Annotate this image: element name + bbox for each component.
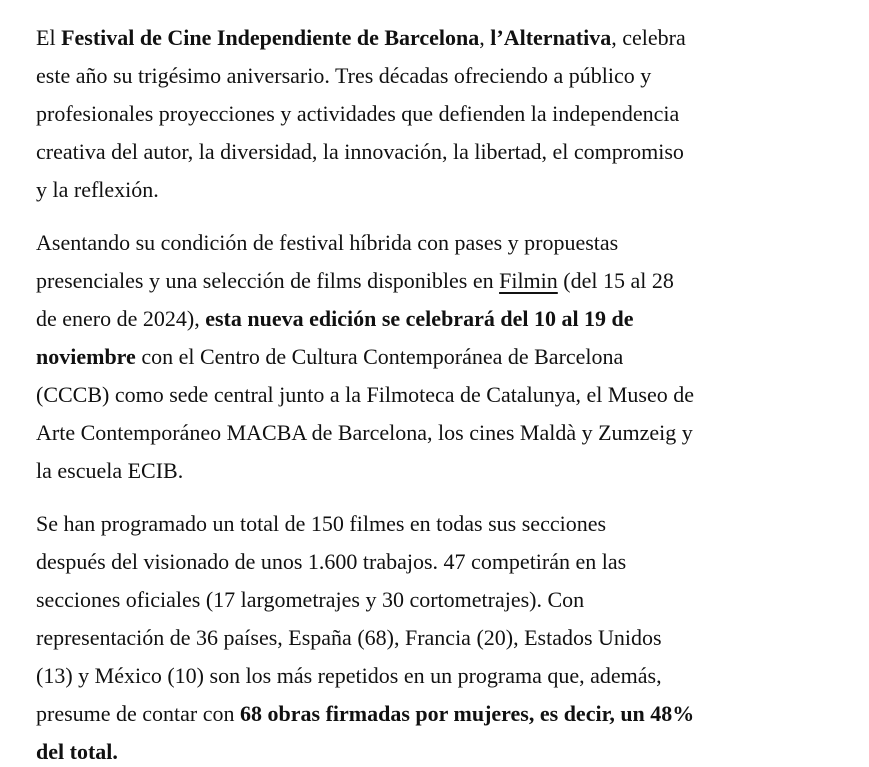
text-line bbox=[36, 133, 839, 171]
body-text: El bbox=[36, 25, 62, 50]
text-line bbox=[36, 19, 839, 57]
text-line bbox=[36, 300, 839, 338]
bold-text: noviembre bbox=[36, 344, 136, 369]
body-text: Arte Contemporáneo MACBA de Barcelona, los cines Maldà y Zumzeig y bbox=[36, 420, 693, 445]
filmin-link[interactable]: Filmin bbox=[499, 268, 558, 293]
text-line bbox=[36, 452, 839, 490]
text-line bbox=[36, 95, 839, 133]
bold-text: del total. bbox=[36, 739, 118, 764]
body-text: (del 15 al 28 bbox=[557, 268, 674, 293]
body-text: (13) y México (10) son los más repetidos en un programa que, además, bbox=[36, 663, 662, 688]
text-line bbox=[36, 262, 839, 300]
text-line bbox=[36, 224, 839, 262]
body-text: con el Centro de Cultura Contemporánea de Barcelona bbox=[135, 344, 624, 369]
text-line bbox=[36, 338, 839, 376]
body-text: profesionales proyecciones y actividades que defienden la independencia bbox=[36, 101, 680, 126]
text-line bbox=[36, 733, 839, 767]
body-text: después del visionado de unos 1.600 trabajos. 47 competirán en las bbox=[36, 549, 627, 574]
text-line bbox=[36, 657, 839, 695]
text-line bbox=[36, 57, 839, 95]
text-line bbox=[36, 505, 839, 543]
body-text: la escuela ECIB. bbox=[36, 458, 184, 483]
body-text: , celebra bbox=[611, 25, 686, 50]
text-line bbox=[36, 543, 839, 581]
body-text: creativa del autor, la diversidad, la innovación, la libertad, el compromiso bbox=[36, 139, 684, 164]
bold-text: l’Alternativa bbox=[490, 25, 612, 50]
bold-text: 68 obras firmadas por mujeres, es decir, un 48% bbox=[240, 701, 695, 726]
body-text: secciones oficiales (17 largometrajes y 30 cortometrajes). Con bbox=[36, 587, 585, 612]
paragraph-program-figures bbox=[36, 505, 839, 767]
body-text: representación de 36 países, España (68), Francia (20), Estados Unidos bbox=[36, 625, 662, 650]
text-line bbox=[36, 695, 839, 733]
text-line bbox=[36, 619, 839, 657]
text-line bbox=[36, 581, 839, 619]
body-text: presume de contar con bbox=[36, 701, 241, 726]
body-text: Asentando su condición de festival híbrida con pases y propuestas bbox=[36, 230, 619, 255]
paragraph-edition-dates bbox=[36, 224, 839, 490]
body-text: este año su trigésimo aniversario. Tres décadas ofreciendo a público y bbox=[36, 63, 652, 88]
paragraph-intro bbox=[36, 19, 839, 209]
body-text: de enero de 2024), bbox=[36, 306, 206, 331]
bold-text: Festival de Cine Independiente de Barcelona bbox=[61, 25, 480, 50]
body-text: y la reflexión. bbox=[36, 177, 159, 202]
body-text: Se han programado un total de 150 filmes en todas sus secciones bbox=[36, 511, 607, 536]
body-text: presenciales y una selección de films disponibles en bbox=[36, 268, 500, 293]
bold-text: esta nueva edición se celebrará del 10 al 19 de bbox=[205, 306, 634, 331]
text-line bbox=[36, 171, 839, 209]
body-text: , bbox=[479, 25, 491, 50]
text-line bbox=[36, 414, 839, 452]
body-text: (CCCB) como sede central junto a la Filmoteca de Catalunya, el Museo de bbox=[36, 382, 694, 407]
text-line bbox=[36, 376, 839, 414]
